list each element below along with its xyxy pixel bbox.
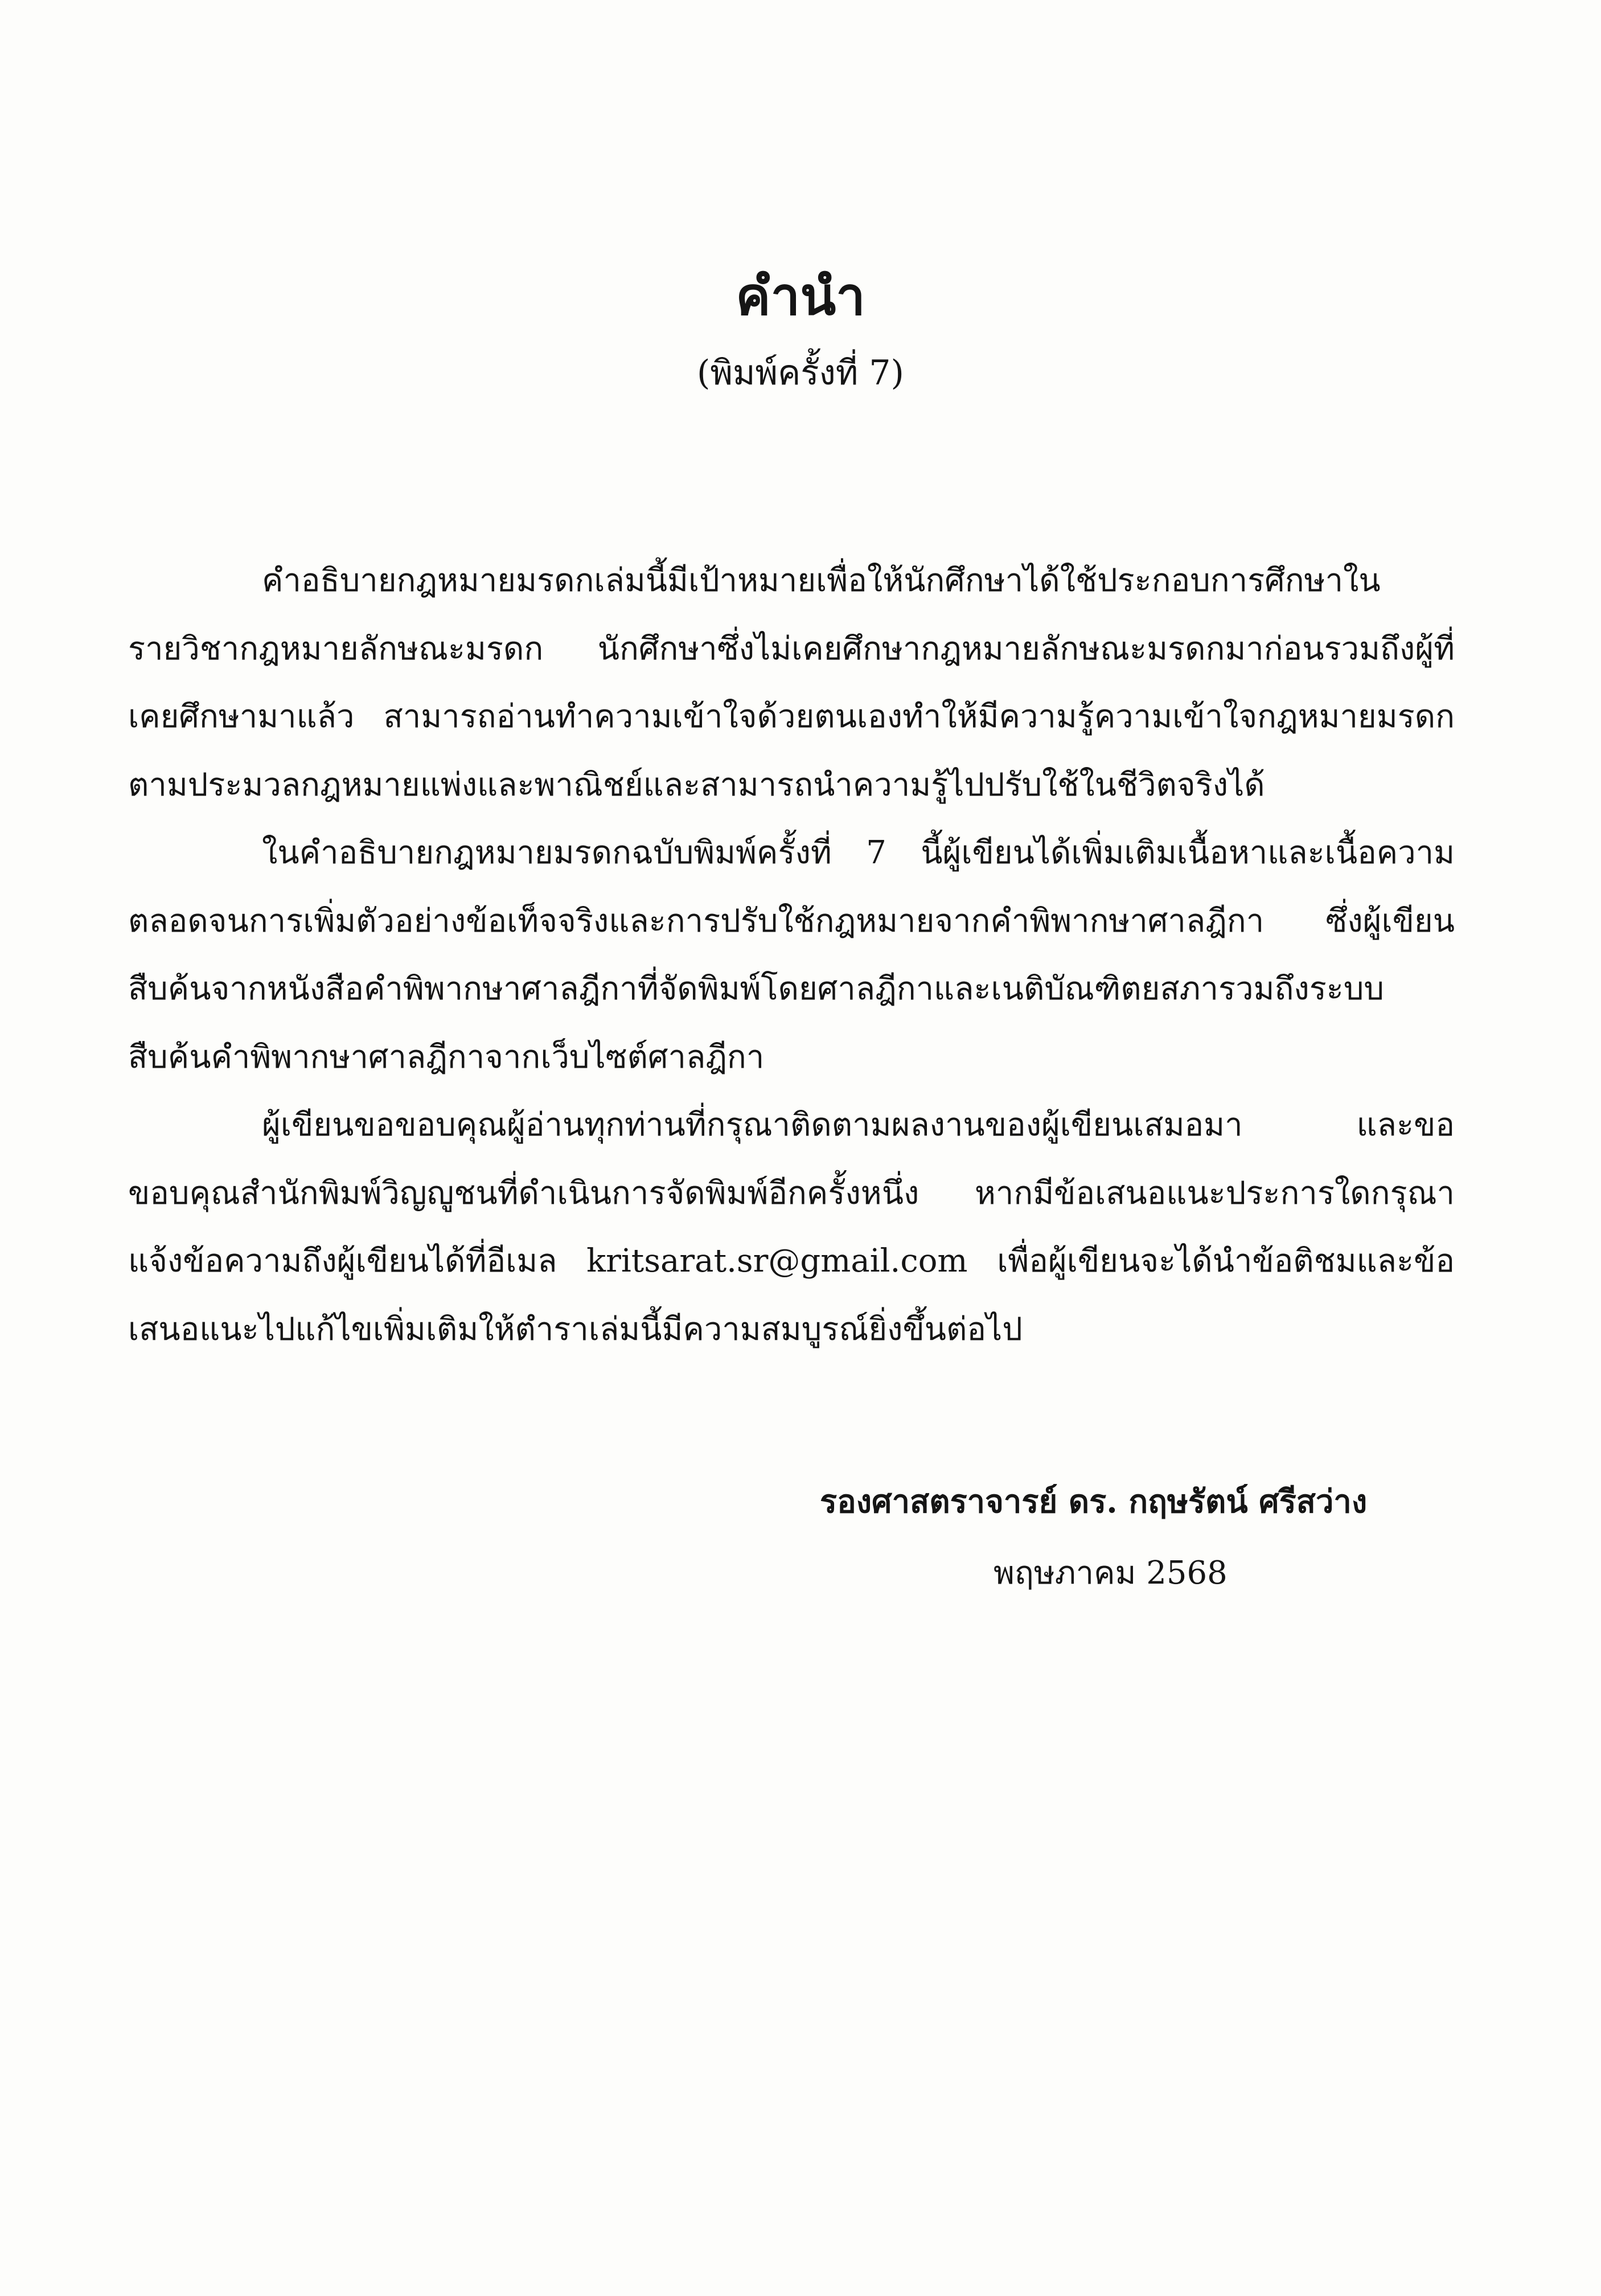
page-subtitle: (พิมพ์ครั้งที่ 7) bbox=[697, 353, 904, 393]
author-name: รองศาสตราจารย์ ดร. กฤษรัตน์ ศรีสว่าง bbox=[820, 1483, 1368, 1520]
publication-date: พฤษภาคม 2568 bbox=[994, 1555, 1228, 1592]
preface-body bbox=[128, 547, 1455, 1363]
paragraph: ในคำอธิบายกฎหมายมรดกฉบับพิมพ์ครั้งที่ 7 นี้ผู้เขียนได้เพิ่มเติมเนื้อหาและเนื้อความตลอดจนการเพิ่มตัวอย่างข้อเท็จจริงและการปรับใช้กฎหมายจากคำพิพากษาศาลฎีกา ซึ่งผู้เขียนสืบค้นจากหนังสือคำพิพากษาศาลฎีกาที่จัดพิมพ์โดยศาลฎีกาและเนติบัณฑิตยสภารวมถึงระบบสืบค้นคำพิพากษาศาลฎีกาจากเว็บไซต์ศาลฎีกา bbox=[128, 834, 1455, 1076]
paragraph: ผู้เขียนขอขอบคุณผู้อ่านทุกท่านที่กรุณาติดตามผลงานของผู้เขียนเสมอมา และขอขอบคุณสำนักพิมพ์วิญญูชนที่ดำเนินการจัดพิมพ์อีกครั้งหนึ่ง หากมีข้อเสนอแนะประการใดกรุณาแจ้งข้อความถึงผู้เขียนได้ที่อีเมล kritsarat.sr@gmail.com เพื่อผู้เขียนจะได้นำข้อติชมและข้อเสนอแนะไปแก้ไขเพิ่มเติมให้ตำราเล่มนี้มีความสมบูรณ์ยิ่งขึ้นต่อไป bbox=[128, 1106, 1455, 1348]
page-title: คำนำ bbox=[736, 265, 865, 327]
paragraph: คำอธิบายกฎหมายมรดกเล่มนี้มีเป้าหมายเพื่อให้นักศึกษาได้ใช้ประกอบการศึกษาในรายวิชากฎหมายลักษณะมรดก นักศึกษาซึ่งไม่เคยศึกษากฎหมายลักษณะมรดกมาก่อนรวมถึงผู้ที่เคยศึกษามาแล้ว สามารถอ่านทำความเข้าใจด้วยตนเองทำให้มีความรู้ความเข้าใจกฎหมายมรดกตามประมวลกฎหมายแพ่งและพาณิชย์และสามารถนำความรู้ไปปรับใช้ในชีวิตจริงได้ bbox=[128, 562, 1455, 803]
signature-block bbox=[820, 1466, 1389, 1609]
